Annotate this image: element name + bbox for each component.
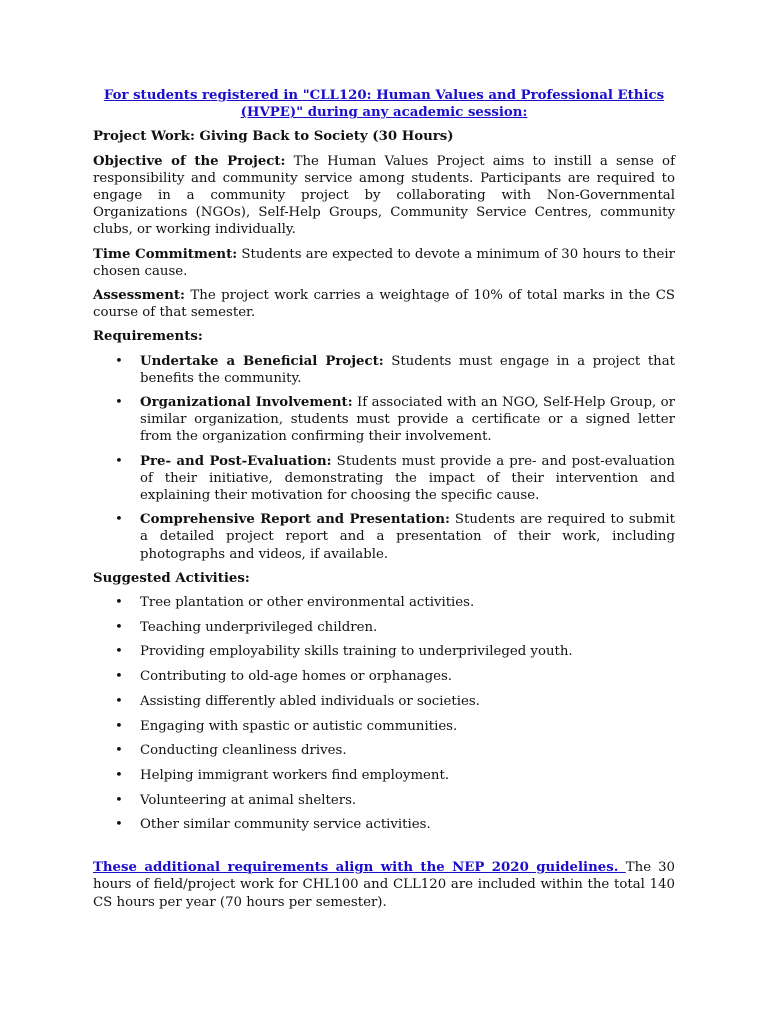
bullet-icon: •: [115, 792, 123, 808]
activity-item: [93, 767, 675, 784]
section-spacer: [93, 841, 675, 859]
activity-text: Tree plantation or other environmental activities.: [140, 595, 475, 611]
activities-title: Suggested Activities:: [93, 570, 250, 586]
document-heading-link[interactable]: For students registered in "CLL120: Human Values and Professional Ethics (HVPE)" during any academic session:: [103, 88, 665, 121]
activity-text: Helping immigrant workers find employment.: [140, 768, 450, 783]
objective-label: Objective of the Project:: [93, 153, 286, 169]
bullet-icon: •: [115, 768, 123, 783]
assessment-paragraph: [93, 287, 675, 321]
bullet-icon: •: [115, 743, 123, 759]
activity-item: [93, 594, 675, 611]
assessment-text: The project work carries a weightage of 10% of total marks in the CS course of that semester.: [93, 288, 675, 321]
time-commitment-label: Time Commitment:: [93, 246, 238, 262]
requirements-title: Requirements:: [93, 329, 203, 345]
activity-text: Contributing to old-age homes or orphanages.: [140, 669, 453, 685]
requirement-label: Comprehensive Report and Presentation:: [140, 512, 450, 528]
time-commitment-paragraph: [93, 246, 675, 280]
bullet-icon: •: [115, 644, 123, 660]
objective-paragraph: [93, 153, 675, 239]
activity-text: Engaging with spastic or autistic communities.: [140, 718, 458, 734]
bullet-icon: •: [115, 619, 123, 635]
bullet-icon: •: [115, 353, 123, 369]
activity-text: Providing employability skills training to underprivileged youth.: [140, 644, 573, 660]
time-commitment-text: Students are expected to devote a minimum of 30 hours to their chosen cause.: [93, 246, 675, 279]
assessment-label: Assessment:: [93, 288, 185, 304]
requirement-text: Students must engage in a project that benefits the community.: [140, 353, 675, 386]
requirement-label: Undertake a Beneficial Project:: [140, 353, 384, 369]
requirement-item: [93, 511, 675, 563]
objective-text: The Human Values Project aims to instill a sense of responsibility and community service among students. Participants are required to engage in a community project by collaborating with Non-Governmental Organizations (NGOs), Self-Help Groups, Community Service Centres, community clubs, or working individually.: [93, 153, 675, 238]
bullet-icon: •: [115, 395, 123, 411]
bullet-icon: •: [115, 669, 123, 685]
activities-list: [93, 594, 675, 834]
requirement-text: Students must provide a pre- and post-evaluation of their initiative, demonstrating the impact of their intervention and explaining their motivation for choosing the specific cause.: [140, 453, 675, 504]
requirements-list: [93, 353, 675, 563]
activity-item: [93, 668, 675, 685]
bullet-icon: •: [115, 718, 123, 734]
activity-item: [93, 718, 675, 735]
activity-text: Teaching underprivileged children.: [140, 619, 378, 635]
requirement-label: Pre- and Post-Evaluation:: [140, 453, 332, 469]
requirement-item: [93, 453, 675, 505]
activity-item: [93, 742, 675, 759]
bullet-icon: •: [115, 512, 123, 528]
requirement-item: [93, 353, 675, 387]
nep-note-paragraph: [93, 859, 675, 911]
nep-note-text: The 30 hours of field/project work for CHL100 and CLL120 are included within the total 140 CS hours per year (70 hours per semester).: [93, 860, 675, 910]
activity-text: Volunteering at animal shelters.: [140, 792, 357, 808]
bullet-icon: •: [115, 817, 123, 833]
bullet-icon: •: [115, 693, 123, 709]
requirement-text: Students are required to submit a detailed project report and a presentation of their work, including photographs and videos, if available.: [140, 512, 675, 562]
activity-item: [93, 643, 675, 660]
requirement-text: If associated with an NGO, Self-Help Group, or similar organization, students must provide a certificate or a signed letter from the organization confirming their involvement.: [140, 395, 675, 445]
activity-item: [93, 792, 675, 809]
requirement-item: [93, 394, 675, 446]
activity-item: [93, 816, 675, 833]
activity-item: [93, 693, 675, 710]
activity-item: [93, 619, 675, 636]
project-title: Project Work: Giving Back to Society (30 Hours): [93, 129, 454, 145]
activity-text: Other similar community service activities.: [140, 817, 431, 833]
bullet-icon: •: [115, 595, 123, 611]
requirement-label: Organizational Involvement:: [140, 395, 353, 411]
bullet-icon: •: [115, 453, 123, 469]
activity-text: Assisting differently abled individuals or societies.: [140, 693, 480, 709]
activity-text: Conducting cleanliness drives.: [140, 743, 347, 759]
nep-guidelines-link[interactable]: These additional requirements align with the NEP 2020 guidelines.: [93, 860, 626, 876]
